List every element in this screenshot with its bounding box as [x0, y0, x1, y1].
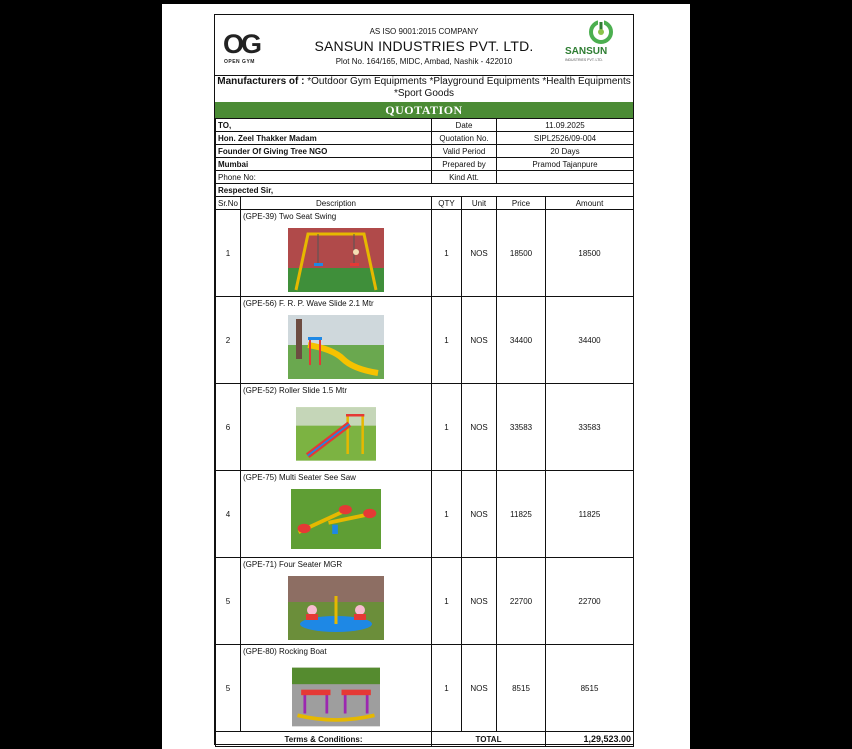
- item-unit: NOS: [462, 297, 497, 384]
- date-label: Date: [432, 119, 497, 132]
- item-amount: 8515: [546, 645, 634, 732]
- sansun-logo-text: SANSUN: [565, 46, 608, 57]
- item-unit: NOS: [462, 471, 497, 558]
- col-unit: Unit: [462, 197, 497, 210]
- item-qty: 1: [432, 297, 462, 384]
- table-row: [216, 297, 634, 384]
- quotation-no-label: Quotation No.: [432, 132, 497, 145]
- terms-label: Terms & Conditions:: [216, 732, 432, 747]
- item-srno: 4: [216, 471, 241, 558]
- item-description: [241, 558, 432, 645]
- company-address: Plot No. 164/165, MIDC, Ambad, Nashik - 422010: [335, 57, 513, 66]
- item-unit: NOS: [462, 558, 497, 645]
- item-description: [241, 384, 432, 471]
- wave-slide-photo: [288, 315, 384, 379]
- manufacturers-line: [215, 76, 633, 102]
- item-qty: 1: [432, 210, 462, 297]
- col-qty: QTY: [432, 197, 462, 210]
- see-saw-photo: [286, 489, 386, 549]
- roller-slide-photo: [296, 402, 376, 466]
- item-qty: 1: [432, 471, 462, 558]
- manufacturers-label: Manufacturers of :: [217, 76, 305, 87]
- item-qty: 1: [432, 645, 462, 732]
- letterhead: [215, 15, 633, 76]
- item-description: [241, 471, 432, 558]
- item-amount: 18500: [546, 210, 634, 297]
- item-price: 11825: [497, 471, 546, 558]
- valid-period-value: 20 Days: [497, 145, 634, 158]
- info-row: [216, 145, 634, 158]
- open-gym-logo-subtext: OPEN GYM: [224, 59, 255, 65]
- col-price: Price: [497, 197, 546, 210]
- item-srno: 6: [216, 384, 241, 471]
- customer-org: Founder Of Giving Tree NGO: [216, 145, 432, 158]
- item-unit: NOS: [462, 210, 497, 297]
- item-price: 8515: [497, 645, 546, 732]
- prepared-by-value: Pramod Tajanpure: [497, 158, 634, 171]
- table-row: [216, 471, 634, 558]
- greeting: Respected Sir,: [216, 184, 634, 197]
- item-description: [241, 210, 432, 297]
- quotation-table: [215, 118, 634, 747]
- quotation-title: QUOTATION: [215, 102, 633, 118]
- item-srno: 5: [216, 558, 241, 645]
- table-row: [216, 558, 634, 645]
- info-row: [216, 119, 634, 132]
- col-srno: Sr.No: [216, 197, 241, 210]
- item-amount: 33583: [546, 384, 634, 471]
- quotation-frame: [214, 14, 634, 745]
- quotation-no-value: SIPL2526/09-004: [497, 132, 634, 145]
- rocking-boat-photo: [292, 663, 380, 731]
- item-amount: 34400: [546, 297, 634, 384]
- phone-label: Phone No:: [216, 171, 432, 184]
- prepared-by-label: Prepared by: [432, 158, 497, 171]
- table-row: [216, 645, 634, 732]
- col-description: Description: [241, 197, 432, 210]
- table-row: [216, 210, 634, 297]
- item-unit: NOS: [462, 384, 497, 471]
- total-label: TOTAL: [432, 732, 546, 747]
- col-amount: Amount: [546, 197, 634, 210]
- item-name: (GPE-39) Two Seat Swing: [243, 212, 337, 221]
- customer-city: Mumbai: [216, 158, 432, 171]
- manufacturers-items: *Outdoor Gym Equipments *Playground Equipments *Health Equipments: [307, 76, 631, 87]
- two-seat-swing-photo: [288, 228, 384, 292]
- item-srno: 1: [216, 210, 241, 297]
- date-value: 11.09.2025: [497, 119, 634, 132]
- item-srno: 2: [216, 297, 241, 384]
- iso-certification: AS ISO 9001:2015 COMPANY: [369, 27, 479, 36]
- sansun-logo: [561, 19, 625, 71]
- valid-period-label: Valid Period: [432, 145, 497, 158]
- four-seater-mgr-photo: [288, 576, 384, 640]
- greeting-row: [216, 184, 634, 197]
- item-qty: 1: [432, 558, 462, 645]
- company-name: SANSUN INDUSTRIES PVT. LTD.: [314, 38, 534, 54]
- table-row: [216, 384, 634, 471]
- item-price: 18500: [497, 210, 546, 297]
- manufacturers-items-2: *Sport Goods: [393, 88, 455, 99]
- item-name: (GPE-80) Rocking Boat: [243, 647, 327, 656]
- customer-name: Hon. Zeel Thakker Madam: [216, 132, 432, 145]
- item-amount: 11825: [546, 471, 634, 558]
- sansun-logo-subtext: INDUSTRIES PVT. LTD.: [565, 58, 603, 62]
- item-description: [241, 297, 432, 384]
- document-page: [162, 4, 690, 749]
- open-gym-logo-letters: OG: [223, 29, 260, 59]
- item-name: (GPE-52) Roller Slide 1.5 Mtr: [243, 386, 348, 395]
- total-value: 1,29,523.00: [546, 732, 634, 747]
- item-price: 22700: [497, 558, 546, 645]
- kind-att-value: [497, 171, 634, 184]
- item-srno: 5: [216, 645, 241, 732]
- item-price: 33583: [497, 384, 546, 471]
- item-name: (GPE-75) Multi Seater See Saw: [243, 473, 356, 482]
- item-name: (GPE-71) Four Seater MGR: [243, 560, 343, 569]
- to-label: TO,: [216, 119, 432, 132]
- item-amount: 22700: [546, 558, 634, 645]
- kind-att-label: Kind Att.: [432, 171, 497, 184]
- item-name: (GPE-56) F. R. P. Wave Slide 2.1 Mtr: [243, 299, 374, 308]
- total-row: [216, 732, 634, 747]
- column-header-row: [216, 197, 634, 210]
- info-row: [216, 132, 634, 145]
- item-price: 34400: [497, 297, 546, 384]
- info-row: [216, 171, 634, 184]
- item-qty: 1: [432, 384, 462, 471]
- info-row: [216, 158, 634, 171]
- item-unit: NOS: [462, 645, 497, 732]
- item-description: [241, 645, 432, 732]
- sansun-emblem-icon: [561, 19, 625, 49]
